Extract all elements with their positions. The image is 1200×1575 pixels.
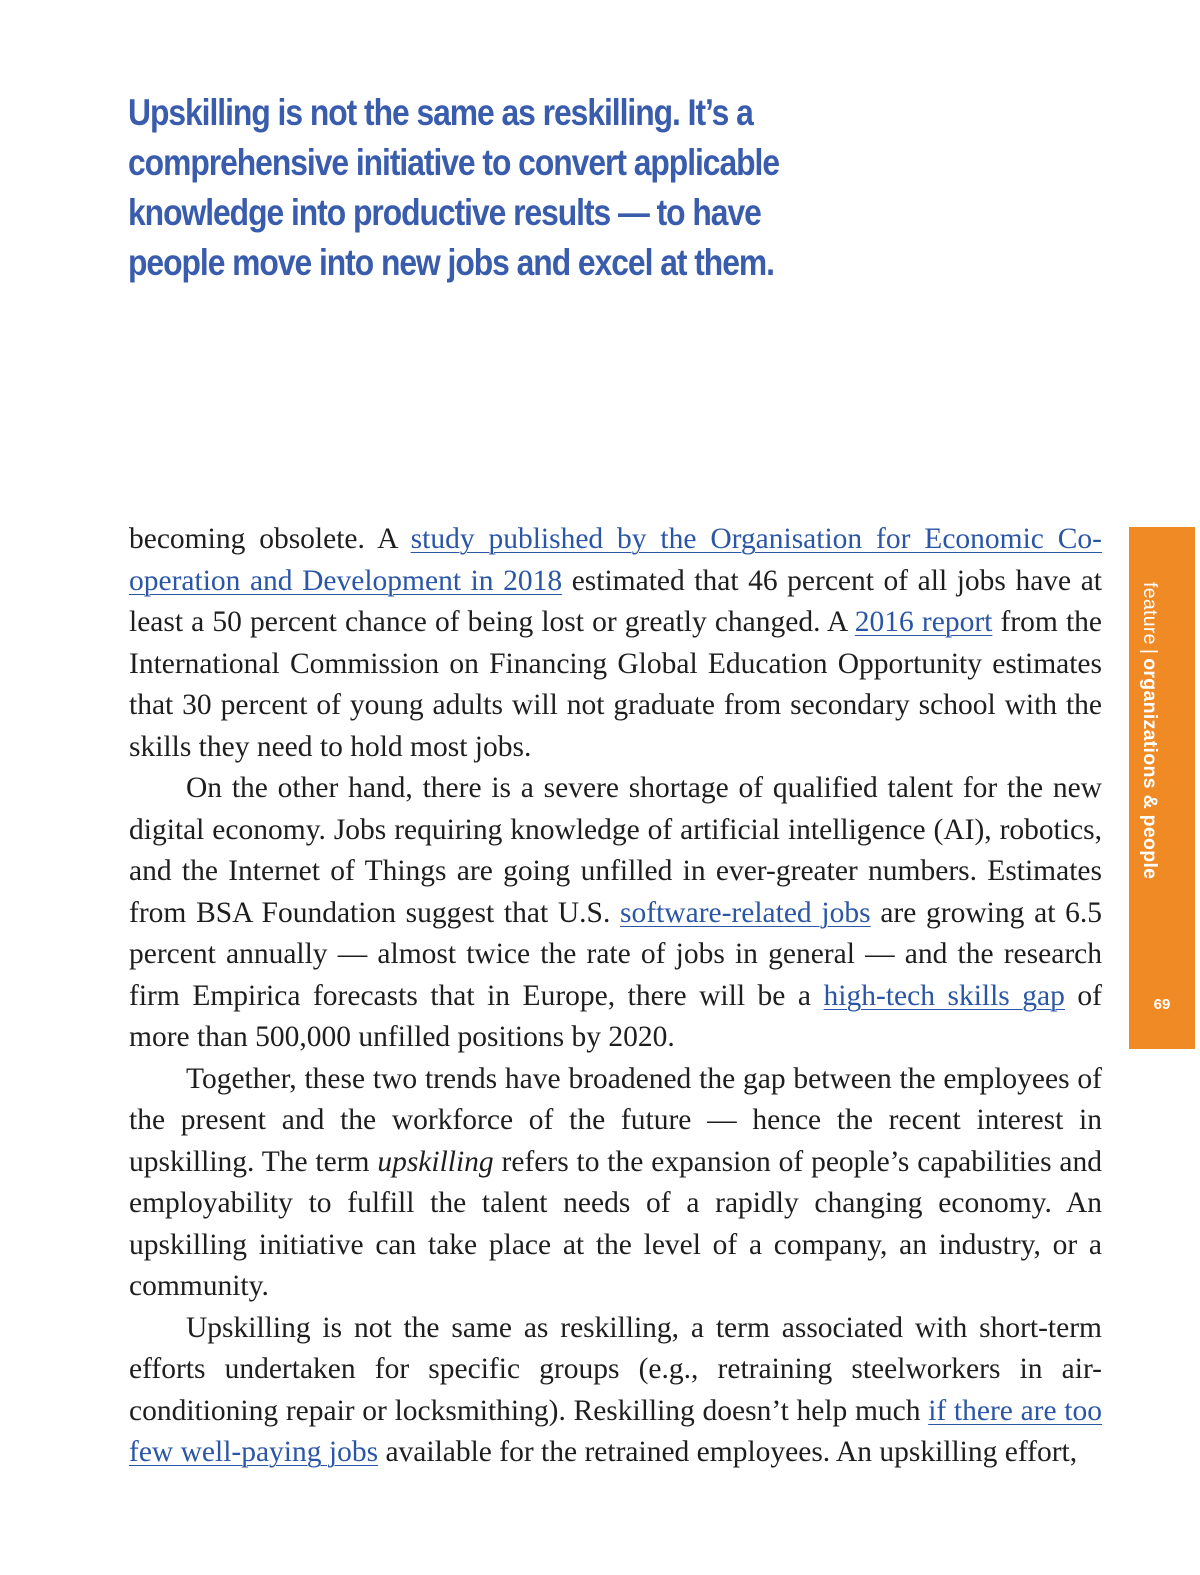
page-number: 69 xyxy=(1153,996,1171,1013)
paragraph-text: of more than 500,000 unfilled positions by 2020. xyxy=(129,979,1103,1053)
section-separator: | xyxy=(1139,648,1161,655)
paragraph-text: becoming obsolete. A xyxy=(129,523,411,555)
paragraph-text: estimated that 46 percent of all jobs have at least a 50 percent chance of being lost or greatly changed. A xyxy=(129,564,1102,638)
paragraph-text: Upskilling is not the same as reskilling, a term associated with short-term efforts undertaken for specific groups (e.g., retraining steelworkers in air-conditioning repair or locksmithing). Reskilling doesn’t help much xyxy=(129,1311,1102,1427)
high-tech-skills-gap-link[interactable]: high-tech skills gap xyxy=(823,979,1065,1012)
upskilling-term: upskilling xyxy=(377,1145,494,1178)
paragraph-1 xyxy=(129,519,1102,768)
paragraph-2 xyxy=(129,768,1102,1059)
software-related-jobs-link[interactable]: software-related jobs xyxy=(620,896,871,929)
paragraph-text: available for the retrained employees. An upskilling effort, xyxy=(378,1436,1078,1468)
pull-quote: Upskilling is not the same as reskilling. It’s a comprehensive initiative to convert applicable knowledge into productive results — to have people move into new jobs and excel at them. xyxy=(128,92,780,283)
paragraph-text: Together, these two trends have broadened the gap between the employees of the present and the workforce of the future — hence the recent interest in upskilling. The term xyxy=(129,1062,1102,1178)
article-body xyxy=(129,519,1102,1474)
paragraph-text: On the other hand, there is a severe shortage of qualified talent for the new digital economy. Jobs requiring knowledge of artificial intelligence (AI), robotics, and the Internet of Things are going unfilled in ever-greater numbers. Estimates from BSA Foundation suggest that U.S. xyxy=(129,772,1102,929)
paragraph-text: refers to the expansion of people’s capabilities and employability to fulfill the talent needs of a rapidly changing economy. An upskilling initiative can take place at the level of a company, an industry, or a community. xyxy=(129,1145,1102,1302)
section-name: feature xyxy=(1139,582,1161,645)
2016-report-link[interactable]: 2016 report xyxy=(854,606,993,638)
paragraph-text: are growing at 6.5 percent annually — almost twice the rate of jobs in general — and the research firm Empirica forecasts that in Europe, there will be a xyxy=(129,896,1102,1012)
oecd-study-link[interactable]: study published by the Organisation for Economic Co-operation and Development in 2018 xyxy=(129,523,1103,597)
few-well-paying-jobs-link[interactable]: if there are too few well-paying jobs xyxy=(129,1394,1102,1468)
paragraph-3 xyxy=(129,1059,1102,1308)
section-topic: organizations & people xyxy=(1139,658,1161,880)
section-label xyxy=(1138,582,1161,879)
paragraph-text: from the International Commission on Financing Global Education Opportunity estimates that 30 percent of young adults will not graduate from secondary school with the skills they need to hold most jobs. xyxy=(129,606,1102,763)
paragraph-4 xyxy=(129,1308,1102,1474)
